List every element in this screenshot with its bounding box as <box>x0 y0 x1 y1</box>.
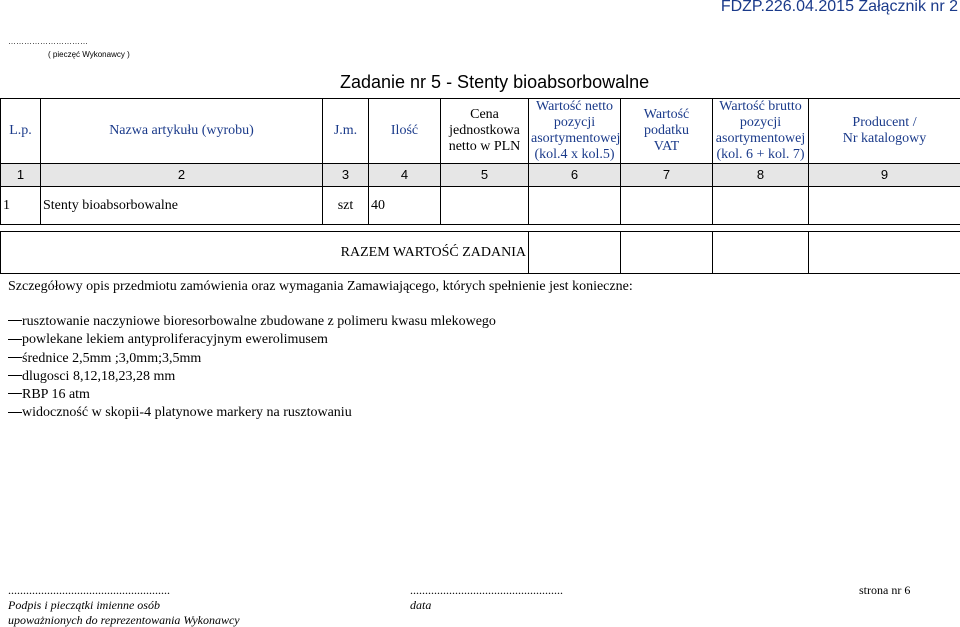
header-gross-line-1: Wartość brutto <box>719 99 802 114</box>
list-item <box>8 368 496 386</box>
total-label: RAZEM WARTOŚĆ ZADANIA <box>1 232 529 274</box>
header-price-line-3: netto w PLN <box>448 139 521 154</box>
column-number: 6 <box>529 164 621 187</box>
total-net[interactable] <box>529 232 621 274</box>
dash-icon <box>8 412 22 413</box>
signature-label-2: upoważnionych do reprezentowania Wykonawcy <box>8 613 240 627</box>
dash-icon <box>8 320 22 321</box>
row-gross[interactable] <box>713 187 809 225</box>
header-gross-line-4: (kol. 6 + kol. 7) <box>716 147 805 162</box>
row-name: Stenty bioabsorbowalne <box>41 187 323 225</box>
header-price-line-2: jednostkowa <box>449 123 520 138</box>
row-vat[interactable] <box>621 187 713 225</box>
total-row <box>1 232 960 274</box>
dash-icon <box>8 375 22 376</box>
list-item <box>8 331 496 349</box>
list-item <box>8 386 496 404</box>
header-gross-line-2: pozycji <box>739 115 782 130</box>
list-item <box>8 404 496 422</box>
header-qty: Ilość <box>369 99 441 164</box>
table-row <box>1 187 960 225</box>
row-net[interactable] <box>529 187 621 225</box>
column-number: 2 <box>41 164 323 187</box>
row-lp: 1 <box>1 187 41 225</box>
table-header-row <box>1 99 960 164</box>
signature-label-1: Podpis i pieczątki imienne osób <box>8 598 160 612</box>
row-producer[interactable] <box>809 187 960 225</box>
header-name: Nazwa artykułu (wyrobu) <box>41 99 323 164</box>
column-number: 3 <box>323 164 369 187</box>
date-label: data <box>410 598 432 612</box>
header-vat-line-1: Wartość <box>643 107 690 122</box>
list-item-text: widoczność w skopii-4 platynowe markery na rusztowaniu <box>22 405 352 421</box>
header-producer-line-2: Nr katalogowy <box>842 131 927 146</box>
header-vat <box>621 99 713 164</box>
header-vat-line-3: VAT <box>653 139 680 154</box>
list-item-text: rusztowanie naczyniowe bioresorbowalne zbudowane z polimeru kwasu mlekowego <box>22 314 496 329</box>
pricing-table <box>0 98 960 274</box>
stamp-dots: ………………………… <box>8 37 88 46</box>
header-producer <box>809 99 960 164</box>
requirements-list <box>8 313 496 423</box>
list-item-text: średnice 2,5mm ;3,0mm;3,5mm <box>22 350 202 366</box>
dash-icon <box>8 357 22 358</box>
row-jm: szt <box>323 187 369 225</box>
header-producer-line-1: Producent / <box>852 115 917 130</box>
header-gross-line-3: asortymentowej <box>715 131 806 146</box>
header-net-line-2: pozycji <box>553 115 596 130</box>
document-reference: FDZP.226.04.2015 Załącznik nr 2 <box>720 0 958 15</box>
row-qty: 40 <box>369 187 441 225</box>
header-net-line-1: Wartość netto <box>535 99 613 114</box>
header-net <box>529 99 621 164</box>
row-price[interactable] <box>441 187 529 225</box>
stamp-label: ( pieczęć Wykonawcy ) <box>48 50 130 59</box>
header-net-line-3: asortymentowej <box>531 131 621 146</box>
header-price <box>441 99 529 164</box>
column-number: 4 <box>369 164 441 187</box>
page-number: strona nr 6 <box>859 583 911 597</box>
header-jm: J.m. <box>323 99 369 164</box>
column-number: 8 <box>713 164 809 187</box>
signature-dots: ...................................................... <box>8 583 170 597</box>
description-title: Szczegółowy opis przedmiotu zamówienia oraz wymagania Zamawiającego, których spełnienie jest konieczne: <box>8 279 633 294</box>
table-spacer <box>1 225 960 232</box>
list-item-text: RBP 16 atm <box>22 387 90 403</box>
column-number: 7 <box>621 164 713 187</box>
header-vat-line-2: podatku <box>643 123 690 138</box>
list-item <box>8 313 496 331</box>
dash-icon <box>8 339 22 340</box>
header-gross <box>713 99 809 164</box>
column-number: 9 <box>809 164 960 187</box>
column-number: 5 <box>441 164 529 187</box>
total-vat[interactable] <box>621 232 713 274</box>
column-number: 1 <box>1 164 41 187</box>
header-lp: L.p. <box>1 99 41 164</box>
list-item-text: dlugosci 8,12,18,23,28 mm <box>22 368 176 384</box>
total-producer <box>809 232 960 274</box>
total-gross[interactable] <box>713 232 809 274</box>
list-item <box>8 350 496 368</box>
date-dots: ................................................... <box>410 583 563 597</box>
list-item-text: powlekane lekiem antyproliferacyjnym ewerolimusem <box>22 332 328 348</box>
page-title: Zadanie nr 5 - Stenty bioabsorbowalne <box>340 72 650 92</box>
header-price-line-1: Cena <box>470 107 499 122</box>
header-net-line-4: (kol.4 x kol.5) <box>534 147 615 162</box>
column-number-row <box>1 164 960 187</box>
dash-icon <box>8 393 22 394</box>
